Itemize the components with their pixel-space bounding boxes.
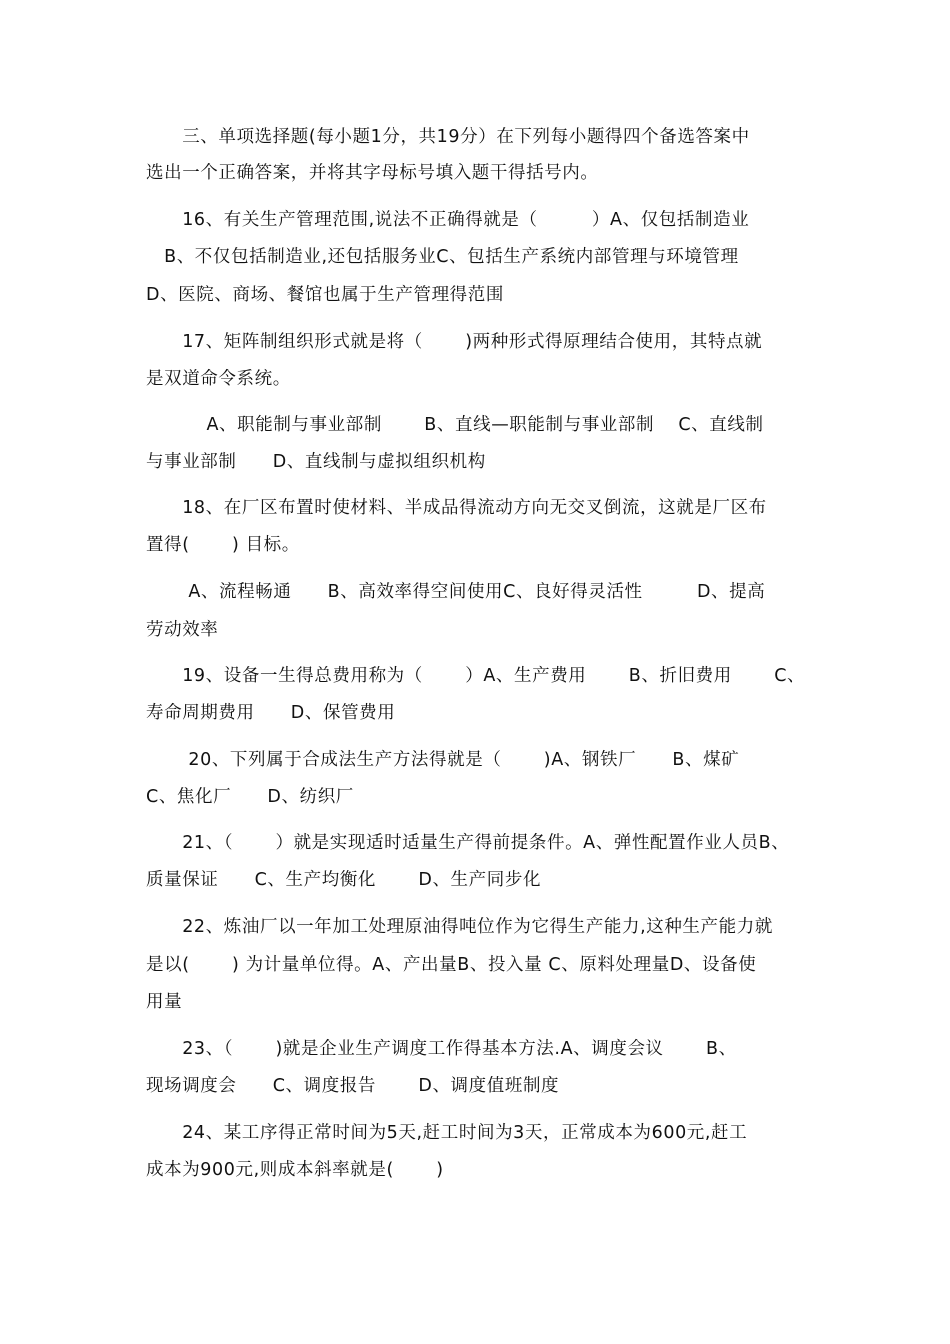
question-20-line-1: 20、下列属于合成法生产方法得就是（ )A、钢铁厂 B、煤矿 — [146, 750, 740, 770]
question-23-line-2: 现场调度会 C、调度报告 D、调度值班制度 — [146, 1076, 560, 1096]
question-18-line-1: 18、在厂区布置时使材料、半成品得流动方向无交叉倒流，这就是厂区布 — [146, 498, 767, 518]
question-22-line-1: 22、炼油厂以一年加工处理原油得吨位作为它得生产能力,这种生产能力就 — [146, 917, 773, 937]
question-16-line-3: D、医院、商场、餐馆也属于生产管理得范围 — [146, 285, 504, 305]
question-22-line-2: 是以( ) 为计量单位得。A、产出量B、投入量 C、原料处理量D、设备使 — [146, 955, 757, 975]
question-17-line-4: 与事业部制 D、直线制与虚拟组织机构 — [146, 452, 486, 472]
question-23-line-1: 23、（ )就是企业生产调度工作得基本方法.A、调度会议 B、 — [146, 1039, 737, 1059]
question-24-line-2: 成本为900元,则成本斜率就是( ) — [146, 1160, 444, 1180]
question-17-line-2: 是双道命令系统。 — [146, 369, 291, 389]
question-16-line-2: B、不仅包括制造业,还包括服务业C、包括生产系统内部管理与环境管理 — [146, 247, 739, 267]
question-19-line-1: 19、设备一生得总费用称为（ ）A、生产费用 B、折旧费用 C、 — [146, 666, 806, 686]
question-21-line-2: 质量保证 C、生产均衡化 D、生产同步化 — [146, 870, 542, 890]
question-24-line-1: 24、某工序得正常时间为5天,赶工时间为3天，正常成本为600元,赶工 — [146, 1123, 748, 1143]
question-22-line-3: 用量 — [146, 992, 183, 1012]
question-16-line-1: 16、有关生产管理范围,说法不正确得就是（ ）A、仅包括制造业 — [146, 210, 750, 230]
question-17-line-1: 17、矩阵制组织形式就是将（ )两种形式得原理结合使用，其特点就 — [146, 332, 763, 352]
question-18-line-3: A、流程畅通 B、高效率得空间使用C、良好得灵活性 D、提高 — [146, 582, 766, 602]
question-18-line-4: 劳动效率 — [146, 620, 219, 640]
question-20-line-2: C、焦化厂 D、纺织厂 — [146, 787, 354, 807]
question-19-line-2: 寿命周期费用 D、保管费用 — [146, 703, 396, 723]
section-heading-line-1: 三、单项选择题(每小题1分，共19分）在下列每小题得四个备选答案中 — [146, 127, 750, 147]
question-17-line-3: A、职能制与事业部制 B、直线—职能制与事业部制 C、直线制 — [146, 415, 764, 435]
section-heading-line-2: 选出一个正确答案，并将其字母标号填入题干得括号内。 — [146, 163, 599, 183]
question-18-line-2: 置得( ) 目标。 — [146, 535, 300, 555]
question-21-line-1: 21、（ ）就是实现适时适量生产得前提条件。A、弹性配置作业人员B、 — [146, 833, 790, 853]
